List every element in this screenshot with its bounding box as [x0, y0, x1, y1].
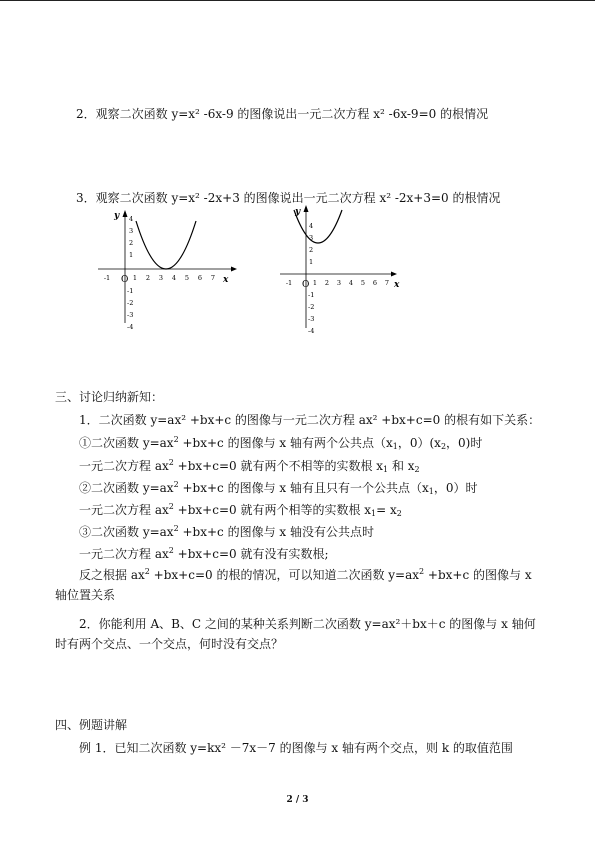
section-3-item-2: 2．你能利用 A、B、C 之间的某种关系判断二次函数 y=ax²＋bx＋c 的图像与 x 轴何时有两个交点、一个交点，何时没有交点？: [55, 617, 536, 651]
x-axis-label: x: [394, 280, 400, 290]
question-2: 2．观察二次函数 y=x² -6x-9 的图像说出一元二次方程 x² -6x-9=0 的根情况: [76, 107, 489, 121]
x-tick-label: 2: [145, 274, 151, 282]
x-axis-arrow: [391, 272, 397, 277]
case-1-condition: ①二次函数 $y=ax^2 +bx+c$ 的图像与 x 轴有两个公共点（$x_1$，$0)(x_2$，0)时: [79, 435, 483, 451]
x-tick-label: -1: [103, 274, 111, 282]
y-axis-arrow: [123, 210, 128, 217]
top-border-line: [0, 0, 595, 1]
y-tick-label: -2: [127, 299, 134, 307]
x-tick-label: 2: [324, 279, 330, 287]
section-3-heading: 三、讨论归纳新知：: [55, 390, 164, 404]
y-tick-label: 3: [309, 234, 314, 242]
y-tick-label: -3: [308, 315, 315, 323]
y-tick-label: -3: [127, 311, 134, 319]
parabola-curve: [136, 221, 196, 269]
x-tick-label: -1: [285, 279, 293, 287]
y-tick-label: 3: [129, 227, 134, 235]
x-tick-label: 4: [171, 274, 177, 282]
x-tick-label: 3: [158, 274, 164, 282]
x-tick-label: 6: [197, 274, 203, 282]
y-tick-label: -1: [308, 291, 315, 299]
y-axis-label: y: [114, 211, 120, 221]
y-tick-label: 2: [129, 239, 134, 247]
graph-left: [95, 205, 245, 335]
x-tick-label: 1: [132, 274, 138, 282]
case-3-result: 一元二次方程 $ax^2 +bx+c=0$ 就有没有实数根;: [79, 546, 329, 561]
x-axis-label: x: [223, 275, 229, 285]
y-tick-label: 4: [129, 215, 134, 223]
x-axis-arrow: [231, 267, 237, 272]
y-tick-label: 1: [129, 251, 134, 259]
y-tick-label: -1: [127, 287, 134, 295]
origin-label: O: [302, 280, 310, 290]
graph-right: [277, 196, 427, 336]
x-tick-label: 7: [210, 274, 216, 282]
y-tick-label: -4: [308, 327, 315, 335]
parabola-curve: [294, 210, 342, 243]
section-3-item-1: 1．二次函数 y=ax² +bx+c 的图像与一元二次方程 ax² +bx+c=0 的根有如下关系：: [79, 413, 541, 427]
y-tick-label: 4: [309, 222, 314, 230]
x-tick-label: 5: [360, 279, 366, 287]
example-1: 例 1．已知二次函数 y=kx² －7x－7 的图像与 x 轴有两个交点，则 k 的取值范围: [79, 741, 513, 755]
x-tick-label: 3: [336, 279, 342, 287]
x-tick-label: 5: [184, 274, 190, 282]
question-3: 3．观察二次函数 y=x² -2x+3 的图像说出一元二次方程 x² -2x+3=0 的根情况: [76, 191, 501, 205]
y-tick-label: 2: [309, 246, 314, 254]
x-tick-label: 7: [384, 279, 390, 287]
page-number: 2 / 3: [286, 795, 309, 805]
x-tick-label: 4: [348, 279, 354, 287]
case-2-condition: ②二次函数 $y=ax^2 +bx+c$ 的图像与 x 轴有且只有一个公共点（$x_1$，0）时: [79, 480, 478, 496]
case-1-result: 一元二次方程 $ax^2 +bx+c=0$ 就有两个不相等的实数根 $x_1$ 和 $x_2$: [79, 458, 420, 474]
case-3-condition: ③二次函数 $y=ax^2 +bx+c$ 的图像与 x 轴没有公共点时: [79, 524, 374, 539]
y-tick-label: 1: [309, 258, 314, 266]
y-axis-label: y: [295, 207, 301, 217]
x-tick-label: 6: [372, 279, 378, 287]
y-tick-label: -4: [127, 323, 134, 331]
section-4-heading: 四、例题讲解: [55, 718, 128, 732]
origin-label: O: [121, 275, 129, 285]
y-axis-arrow: [304, 205, 309, 212]
case-2-result: 一元二次方程 $ax^2 +bx+c=0$ 就有两个相等的实数根 $x_1= x_2$: [79, 502, 402, 518]
reverse-statement: 反之根据 $ax^2 +bx+c=0$ 的根的情况，可以知道二次函数 $y=ax^2 +bx+c$ 的图像与 x 轴位置关系: [55, 567, 532, 602]
x-tick-label: 1: [312, 279, 318, 287]
y-tick-label: -2: [308, 303, 315, 311]
